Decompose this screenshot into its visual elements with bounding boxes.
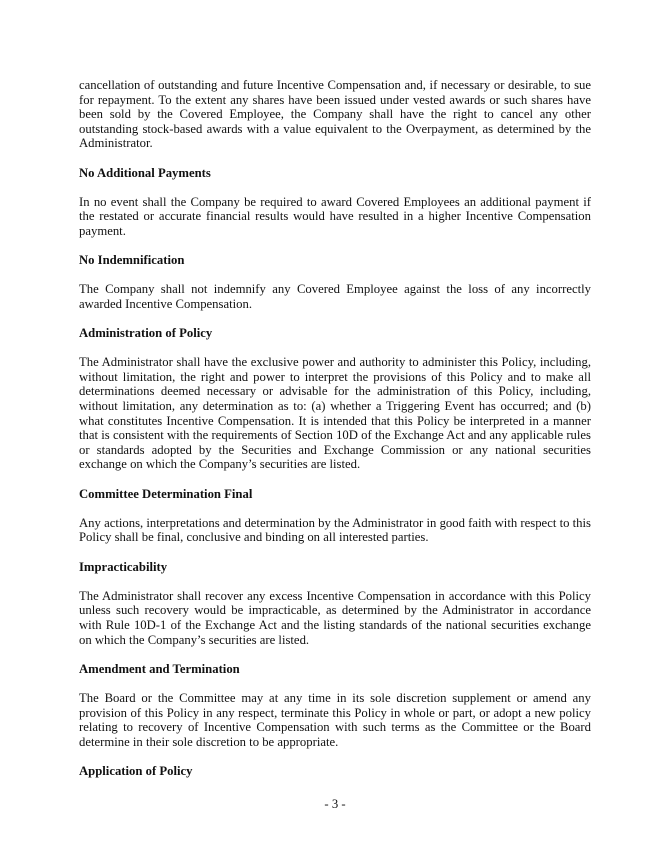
paragraph-amendment-and-termination: The Board or the Committee may at any time in its sole discretion supplement or amend any provision of this Policy in any respect, terminate this Policy in whole or part, or adopt a new policy relating to recovery of Incentive Compensation with such terms as the Committee or the Board determine in their sole discretion to be appropriate. bbox=[79, 690, 591, 749]
heading-impracticability: Impracticability bbox=[79, 559, 168, 574]
paragraph-continuation: cancellation of outstanding and future Incentive Compensation and, if necessary or desirable, to sue for repayment. To the extent any shares have been issued under vested awards or such shares have been sold by the Covered Employee, the Company shall have the right to cancel any other outstanding stock-based awards with a value equivalent to the Overpayment, as determined by the Administrator. bbox=[79, 78, 591, 151]
paragraph-administration-of-policy: The Administrator shall have the exclusive power and authority to administer this Policy, including, without limitation, the right and power to interpret the provisions of this Policy and to make all determinations deemed necessary or advisable for the administration of this Policy, including, without limitation, any determination as to: (a) whether a Triggering Event has occurred; and (b) what constitutes Incentive Compensation. It is intended that this Policy be interpreted in a manner that is consistent with the requirements of Section 10D of the Exchange Act and any applicable rules or standards adopted by the Securities and Exchange Commission or any national securities exchange on which the Company’s securities are listed. bbox=[79, 355, 591, 472]
heading-application-of-policy: Application of Policy bbox=[79, 763, 193, 778]
paragraph-impracticability: The Administrator shall recover any excess Incentive Compensation in accordance with this Policy unless such recovery would be impracticable, as determined by the Administrator in accordance with Rule 10D-1 of the Exchange Act and the listing standards of the national securities exchange on which the Company’s securities are listed. bbox=[79, 588, 591, 647]
heading-no-indemnification: No Indemnification bbox=[79, 253, 185, 268]
heading-amendment-and-termination: Amendment and Termination bbox=[79, 661, 240, 676]
paragraph-committee-determination-final: Any actions, interpretations and determination by the Administrator in good faith with respect to this Policy shall be final, conclusive and binding on all interested parties. bbox=[79, 515, 591, 545]
paragraph-no-additional-payments: In no event shall the Company be required to award Covered Employees an additional payment if the restated or accurate financial results would have resulted in a higher Incentive Compensation payment. bbox=[79, 194, 591, 238]
heading-committee-determination-final: Committee Determination Final bbox=[79, 486, 253, 501]
page-number: - 3 - bbox=[324, 797, 346, 811]
paragraph-no-indemnification: The Company shall not indemnify any Covered Employee against the loss of any incorrectly awarded Incentive Compensation. bbox=[79, 282, 591, 311]
document-page bbox=[79, 78, 591, 793]
heading-administration-of-policy: Administration of Policy bbox=[79, 326, 213, 341]
heading-no-additional-payments: No Additional Payments bbox=[79, 165, 211, 180]
